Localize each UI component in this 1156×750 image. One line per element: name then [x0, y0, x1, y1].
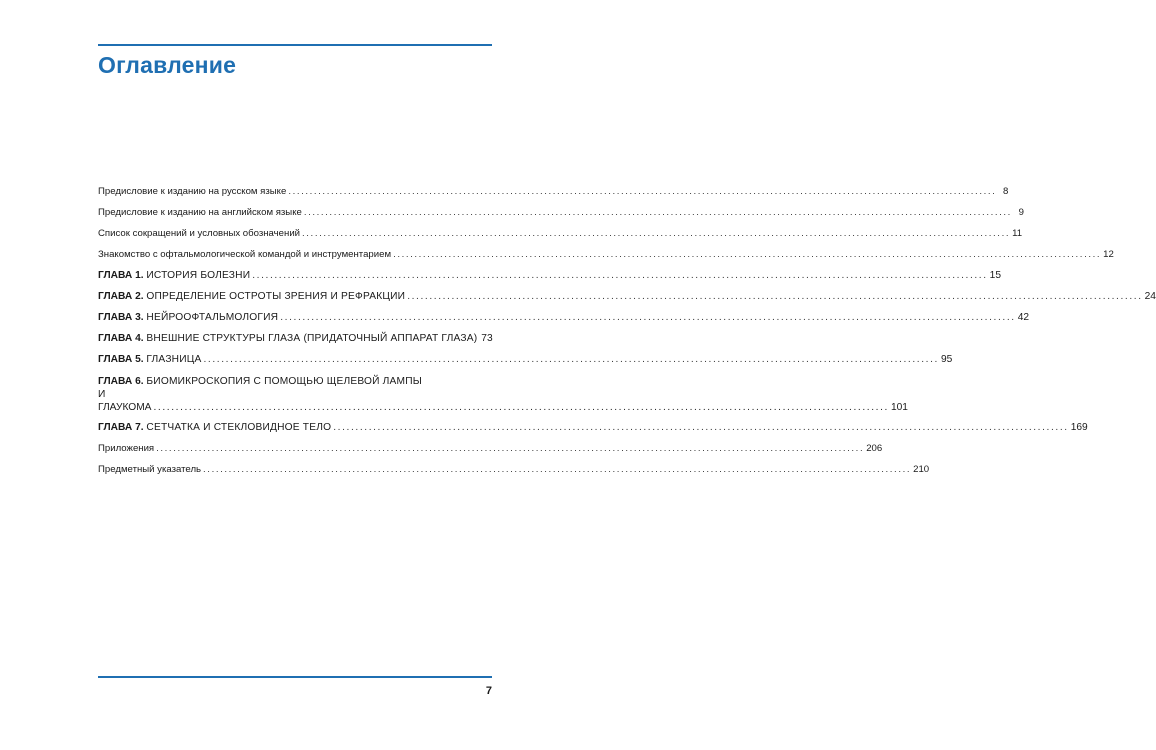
- leader-dots: ......................................................................................................................................................................: [153, 402, 889, 413]
- toc-entry-page: 12: [1103, 249, 1114, 260]
- toc-entry-page: 9: [1018, 207, 1024, 218]
- toc-entry-page: 11: [1012, 228, 1023, 239]
- chapter-label: ГЛАВА 7.: [98, 422, 144, 433]
- toc-entry-chapter-4[interactable]: [98, 333, 492, 345]
- toc-entry-preface-en[interactable]: [98, 207, 1024, 219]
- toc-entry-text: Список сокращений и условных обозначений: [98, 228, 301, 239]
- toc-entry-text: Предисловие к изданию на русском языке: [98, 186, 287, 197]
- chapter-label: ГЛАВА 5.: [98, 354, 144, 365]
- leader-dots: [156, 443, 864, 455]
- toc-entry-page: 95: [940, 354, 953, 365]
- chapter-title: ОПРЕДЕЛЕНИЕ ОСТРОТЫ ЗРЕНИЯ И РЕФРАКЦИИ: [146, 291, 406, 302]
- toc-entry-abbreviations[interactable]: [98, 228, 1023, 240]
- toc-entry-page: 101: [890, 402, 908, 413]
- top-rule: [98, 44, 492, 46]
- leader-dots: [393, 249, 1101, 261]
- chapter-label: ГЛАВА 1.: [98, 270, 144, 281]
- bottom-rule: [98, 676, 492, 678]
- chapter-label: ГЛАВА 3.: [98, 312, 144, 323]
- toc-entry-chapter-7[interactable]: [98, 422, 1088, 434]
- chapter-title: ИСТОРИЯ БОЛЕЗНИ: [146, 270, 251, 281]
- chapter-title: БИОМИКРОСКОПИЯ С ПОМОЩЬЮ ЩЕЛЕВОЙ ЛАМПЫ: [146, 376, 422, 387]
- toc-entry-page: 15: [989, 270, 1002, 281]
- toc-entry-preface-ru[interactable]: [98, 186, 1009, 198]
- chapter-title: НЕЙРООФТАЛЬМОЛОГИЯ: [146, 312, 279, 323]
- toc-entry-page: 8: [1003, 186, 1009, 197]
- page-title: Оглавление: [98, 52, 237, 78]
- leader-dots: [407, 291, 1142, 303]
- toc-entry-page: 210: [913, 464, 930, 475]
- chapter-title: ГЛАЗНИЦА: [146, 354, 202, 365]
- toc-entry-chapter-5[interactable]: [98, 354, 953, 366]
- toc-entry-index[interactable]: [98, 464, 930, 476]
- toc-entry-page: 42: [1017, 312, 1030, 323]
- toc-entry-text: Приложения: [98, 443, 155, 454]
- toc-entry-page: 206: [866, 443, 883, 454]
- toc-entry-page: 73: [481, 333, 493, 344]
- toc-entry-text: Предметный указатель: [98, 464, 202, 475]
- toc-entry-introduction[interactable]: [98, 249, 1114, 261]
- chapter-title: СЕТЧАТКА И СТЕКЛОВИДНОЕ ТЕЛО: [146, 422, 332, 433]
- toc-entry-page: 24: [1144, 291, 1156, 302]
- leader-dots: [203, 354, 938, 366]
- chapter-title: ВНЕШНИЕ СТРУКТУРЫ ГЛАЗА (ПРИДАТОЧНЫЙ АППАРАТ ГЛАЗА): [146, 333, 478, 344]
- toc-entry-chapter-3[interactable]: [98, 312, 1030, 324]
- toc-entry-appendices[interactable]: [98, 443, 883, 455]
- leader-dots: [288, 186, 996, 198]
- toc-entry-text: Предисловие к изданию на английском языке: [98, 207, 302, 218]
- toc-entry-page: 169: [1070, 422, 1088, 433]
- chapter-title-continuation: И ГЛАУКОМА: [98, 389, 152, 413]
- leader-dots: [203, 464, 911, 476]
- page-number: 7: [485, 685, 492, 697]
- leader-dots: [304, 207, 1012, 219]
- chapter-label: ГЛАВА 6.: [98, 376, 144, 387]
- leader-dots: [252, 270, 987, 282]
- toc-entry-chapter-6[interactable]: [98, 375, 908, 414]
- table-of-contents: [98, 186, 1156, 476]
- chapter-label: ГЛАВА 2.: [98, 291, 144, 302]
- leader-dots: [302, 228, 1010, 240]
- toc-entry-text: Знакомство с офтальмологической командой и инструментарием: [98, 249, 392, 260]
- toc-entry-chapter-1[interactable]: [98, 270, 1002, 282]
- chapter-label: ГЛАВА 4.: [98, 333, 144, 344]
- leader-dots: [280, 312, 1015, 324]
- toc-entry-chapter-2[interactable]: [98, 291, 1156, 303]
- leader-dots: [333, 422, 1068, 434]
